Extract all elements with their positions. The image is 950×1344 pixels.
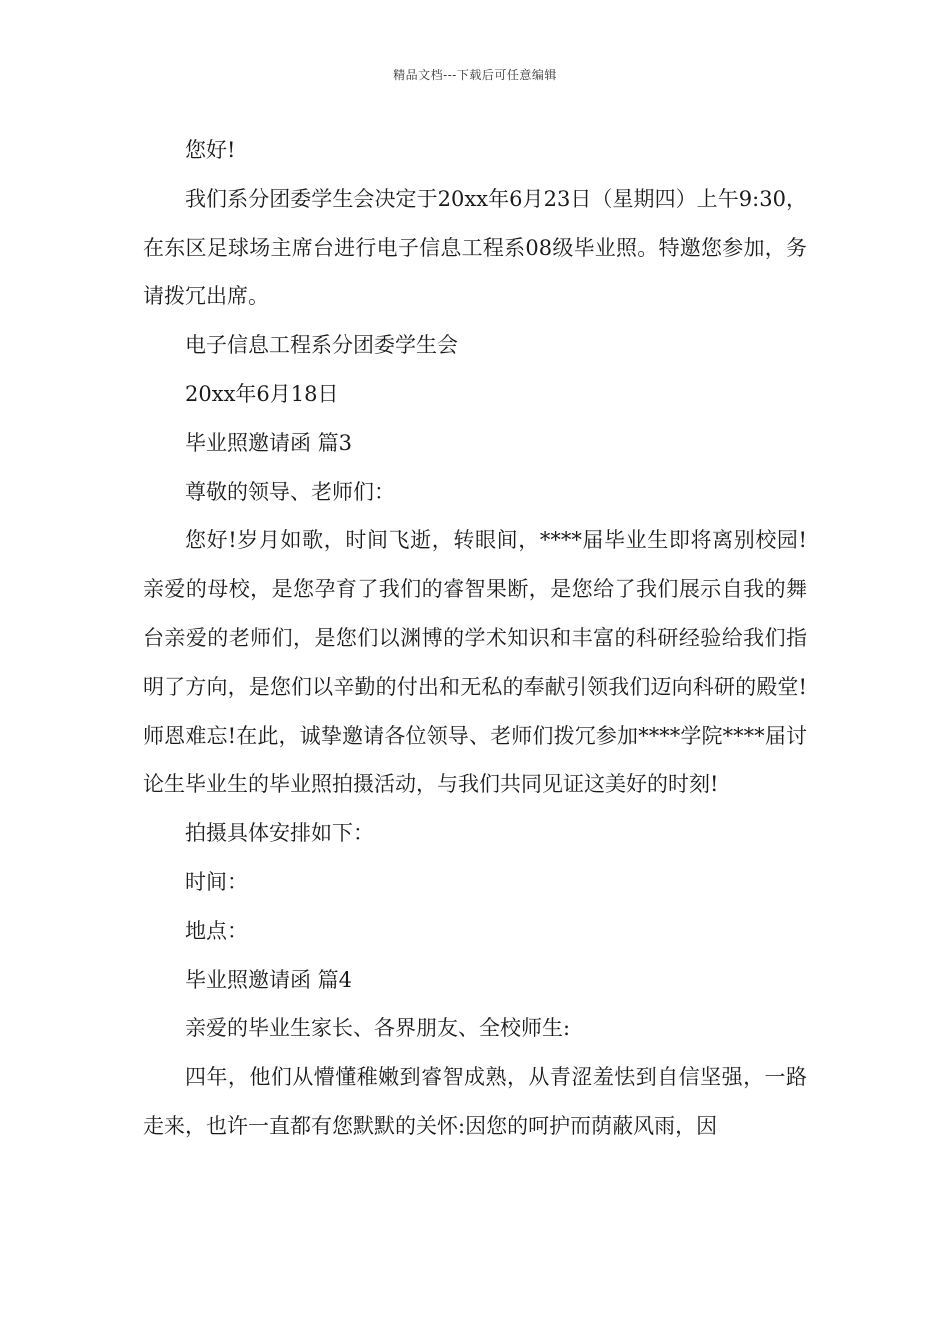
schedule-intro: 拍摄具体安排如下： <box>185 821 374 846</box>
salutation: 尊敬的领导、老师们： <box>185 479 395 504</box>
greeting: 您好! <box>185 138 236 162</box>
page-header: 精品文档---下载后可任意编辑 <box>393 68 557 82</box>
signature-date: 20xx年6月18日 <box>185 381 339 406</box>
salutation-2: 亲爱的毕业生家长、各界朋友、全校师生: <box>185 1016 571 1041</box>
invitation-paragraph: 我们系分团委学生会决定于20xx年6月23日（星期四）上午9:30，在东区足球场主席台进行电子信息工程系08级毕业照。特邀您参加，务请拨冗出席。 <box>143 186 807 309</box>
signature-organization: 电子信息工程系分团委学生会 <box>185 333 458 358</box>
schedule-time: 时间： <box>185 869 248 894</box>
section-heading-3: 毕业照邀请函 篇3 <box>185 430 353 455</box>
schedule-location: 地点： <box>185 918 248 943</box>
body-paragraph-2: 四年，他们从懵懂稚嫩到睿智成熟，从青涩羞怯到自信坚强，一路走来，也许一直都有您默默的关怀:因您的呵护而荫蔽风雨，因 <box>143 1065 807 1138</box>
document-body <box>143 126 807 1151</box>
section-heading-4: 毕业照邀请函 篇4 <box>185 967 353 992</box>
body-paragraph: 您好!岁月如歌，时间飞逝，转眼间，****届毕业生即将离别校园!亲爱的母校，是您孕育了我们的睿智果断，是您给了我们展示自我的舞台亲爱的老师们，是您们以渊博的学术知识和丰富的科研经验给我们指明了方向，是您们以辛勤的付出和无私的奉献引领我们迈向科研的殿堂!师恩难忘!在此，诚挚邀请各位领导、老师们拨冗参加****学院****届讨论生毕业生的毕业照拍摄活动，与我们共同见证这美好的时刻! <box>143 528 807 797</box>
